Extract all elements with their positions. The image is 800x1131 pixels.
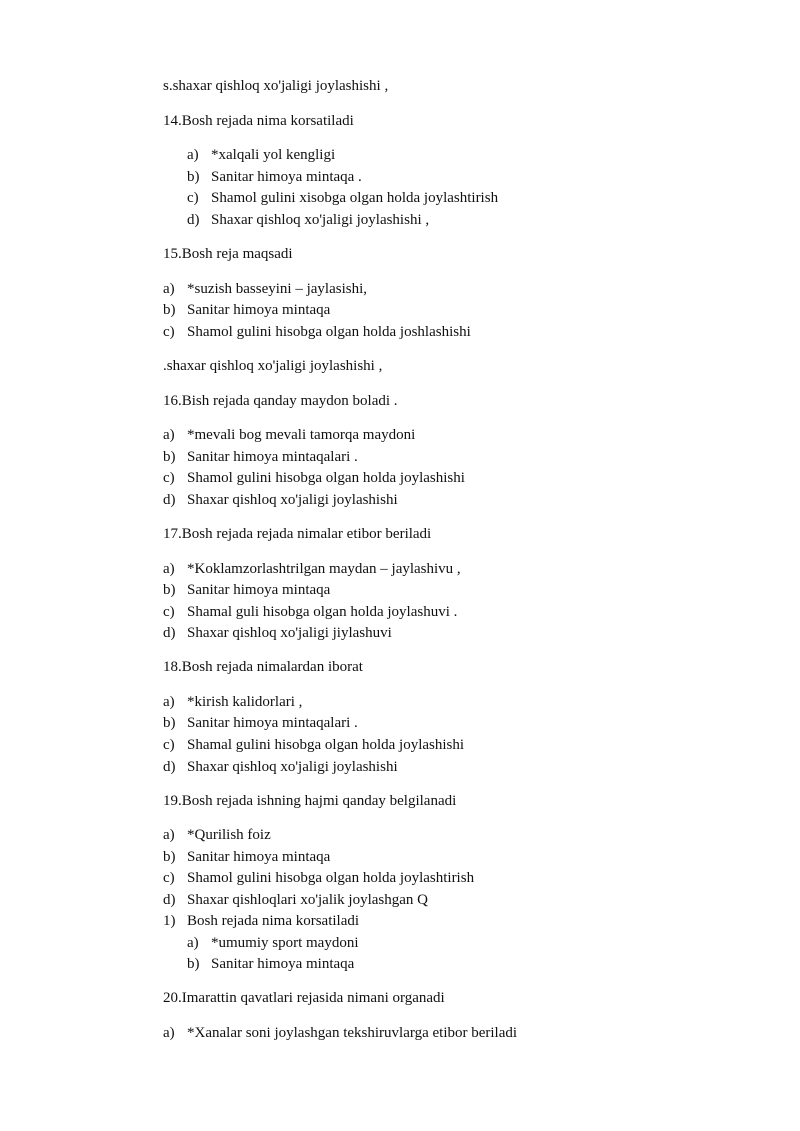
option-marker: a) [163,694,175,710]
option-text: Shaxar qishloq xo'jaligi joylashishi , [211,212,430,228]
option-text: Sanitar himoya mintaqalari . [187,449,358,465]
option-marker: b) [163,849,176,865]
option-marker: b) [187,169,200,185]
option-15a [163,280,367,298]
option-14a [187,146,335,164]
option-17c [163,603,457,621]
option-marker: b) [163,715,176,731]
option-text: *mevali bog mevali tamorqa maydoni [187,427,416,443]
option-text: *xalqali yol kengligi [211,147,336,163]
option-17d [163,624,392,642]
option-text: Shaxar qishloq xo'jaligi joylashishi [187,492,398,508]
option-16a [163,426,415,444]
question-17: 17.Bosh rejada rejada nimalar etibor beriladi [163,526,432,542]
option-15c [163,323,471,341]
question-text: Bosh rejada nima korsatiladi [187,913,360,929]
option-14c [187,189,498,207]
option-19a [163,826,271,844]
option-text: Sanitar himoya mintaqa [187,849,331,865]
option-marker: d) [163,625,176,641]
option-marker: a) [187,935,199,951]
option-text: *suzish basseyini – jaylasishi, [187,281,367,297]
option-marker: c) [163,324,175,340]
option-18a [163,693,302,711]
text-line: s.shaxar qishloq xo'jaligi joylashishi , [163,78,389,94]
option-text: Sanitar himoya mintaqa [187,582,331,598]
option-text: Shamol gulini hisobga olgan holda joylashtirish [187,870,475,886]
option-text: Shamol gulini xisobga olgan holda joylashtirish [211,190,499,206]
option-marker: c) [163,604,175,620]
numbered-question-1 [163,912,359,930]
option-marker: d) [163,492,176,508]
option-19c [163,869,474,887]
question-16: 16.Bish rejada qanday maydon boladi . [163,393,398,409]
option-text: Shaxar qishloq xo'jaligi joylashishi [187,759,398,775]
option-18c [163,736,464,754]
option-marker: a) [163,561,175,577]
option-text: *kirish kalidorlari , [187,694,303,710]
option-text: Shamol gulini hisobga olgan holda joylashishi [187,470,465,486]
option-text: *Xanalar soni joylashgan tekshiruvlarga etibor beriladi [187,1025,518,1041]
question-14: 14.Bosh rejada nima korsatiladi [163,113,354,129]
option-text: Sanitar himoya mintaqa [187,302,331,318]
option-text: *Qurilish foiz [187,827,271,843]
option-text: Shaxar qishloqlari xo'jalik joylashgan Q [187,892,428,908]
option-marker: a) [163,1025,175,1041]
option-17a [163,560,461,578]
option-marker: b) [163,582,176,598]
option-1b [187,955,354,973]
option-19b [163,848,330,866]
question-20: 20.Imarattin qavatlari rejasida nimani organadi [163,990,445,1006]
option-18d [163,758,398,776]
option-text: Sanitar himoya mintaqa . [211,169,362,185]
option-text: *umumiy sport maydoni [211,935,359,951]
option-18b [163,714,358,732]
option-marker: b) [163,302,176,318]
option-text: *Koklamzorlashtrilgan maydan – jaylashivu , [187,561,461,577]
option-19d [163,891,428,909]
option-marker: a) [163,427,175,443]
option-marker: c) [163,470,175,486]
option-1a [187,934,359,952]
option-marker: c) [163,737,175,753]
option-text: Shaxar qishloq xo'jaligi jiylashuvi [187,625,392,641]
question-19: 19.Bosh rejada ishning hajmi qanday belgilanadi [163,793,457,809]
question-15: 15.Bosh reja maqsadi [163,246,293,262]
option-16c [163,469,465,487]
option-marker: b) [187,956,200,972]
option-marker: d) [163,759,176,775]
option-marker: d) [187,212,200,228]
option-marker: a) [163,281,175,297]
option-marker: d) [163,892,176,908]
option-14b [187,168,362,186]
option-16d [163,491,398,509]
number-marker: 1) [163,913,176,929]
text-line: .shaxar qishloq xo'jaligi joylashishi , [163,358,383,374]
option-text: Shamal guli hisobga olgan holda joylashuvi . [187,604,458,620]
option-text: Shamal gulini hisobga olgan holda joylashishi [187,737,465,753]
option-marker: c) [163,870,175,886]
option-20a [163,1024,517,1042]
option-marker: a) [163,827,175,843]
option-text: Sanitar himoya mintaqa [211,956,355,972]
option-15b [163,301,330,319]
option-marker: a) [187,147,199,163]
option-17b [163,581,330,599]
option-marker: c) [187,190,199,206]
option-14d [187,211,429,229]
option-marker: b) [163,449,176,465]
option-text: Sanitar himoya mintaqalari . [187,715,358,731]
option-16b [163,448,358,466]
question-18: 18.Bosh rejada nimalardan iborat [163,659,363,675]
option-text: Shamol gulini hisobga olgan holda joshlashishi [187,324,471,340]
